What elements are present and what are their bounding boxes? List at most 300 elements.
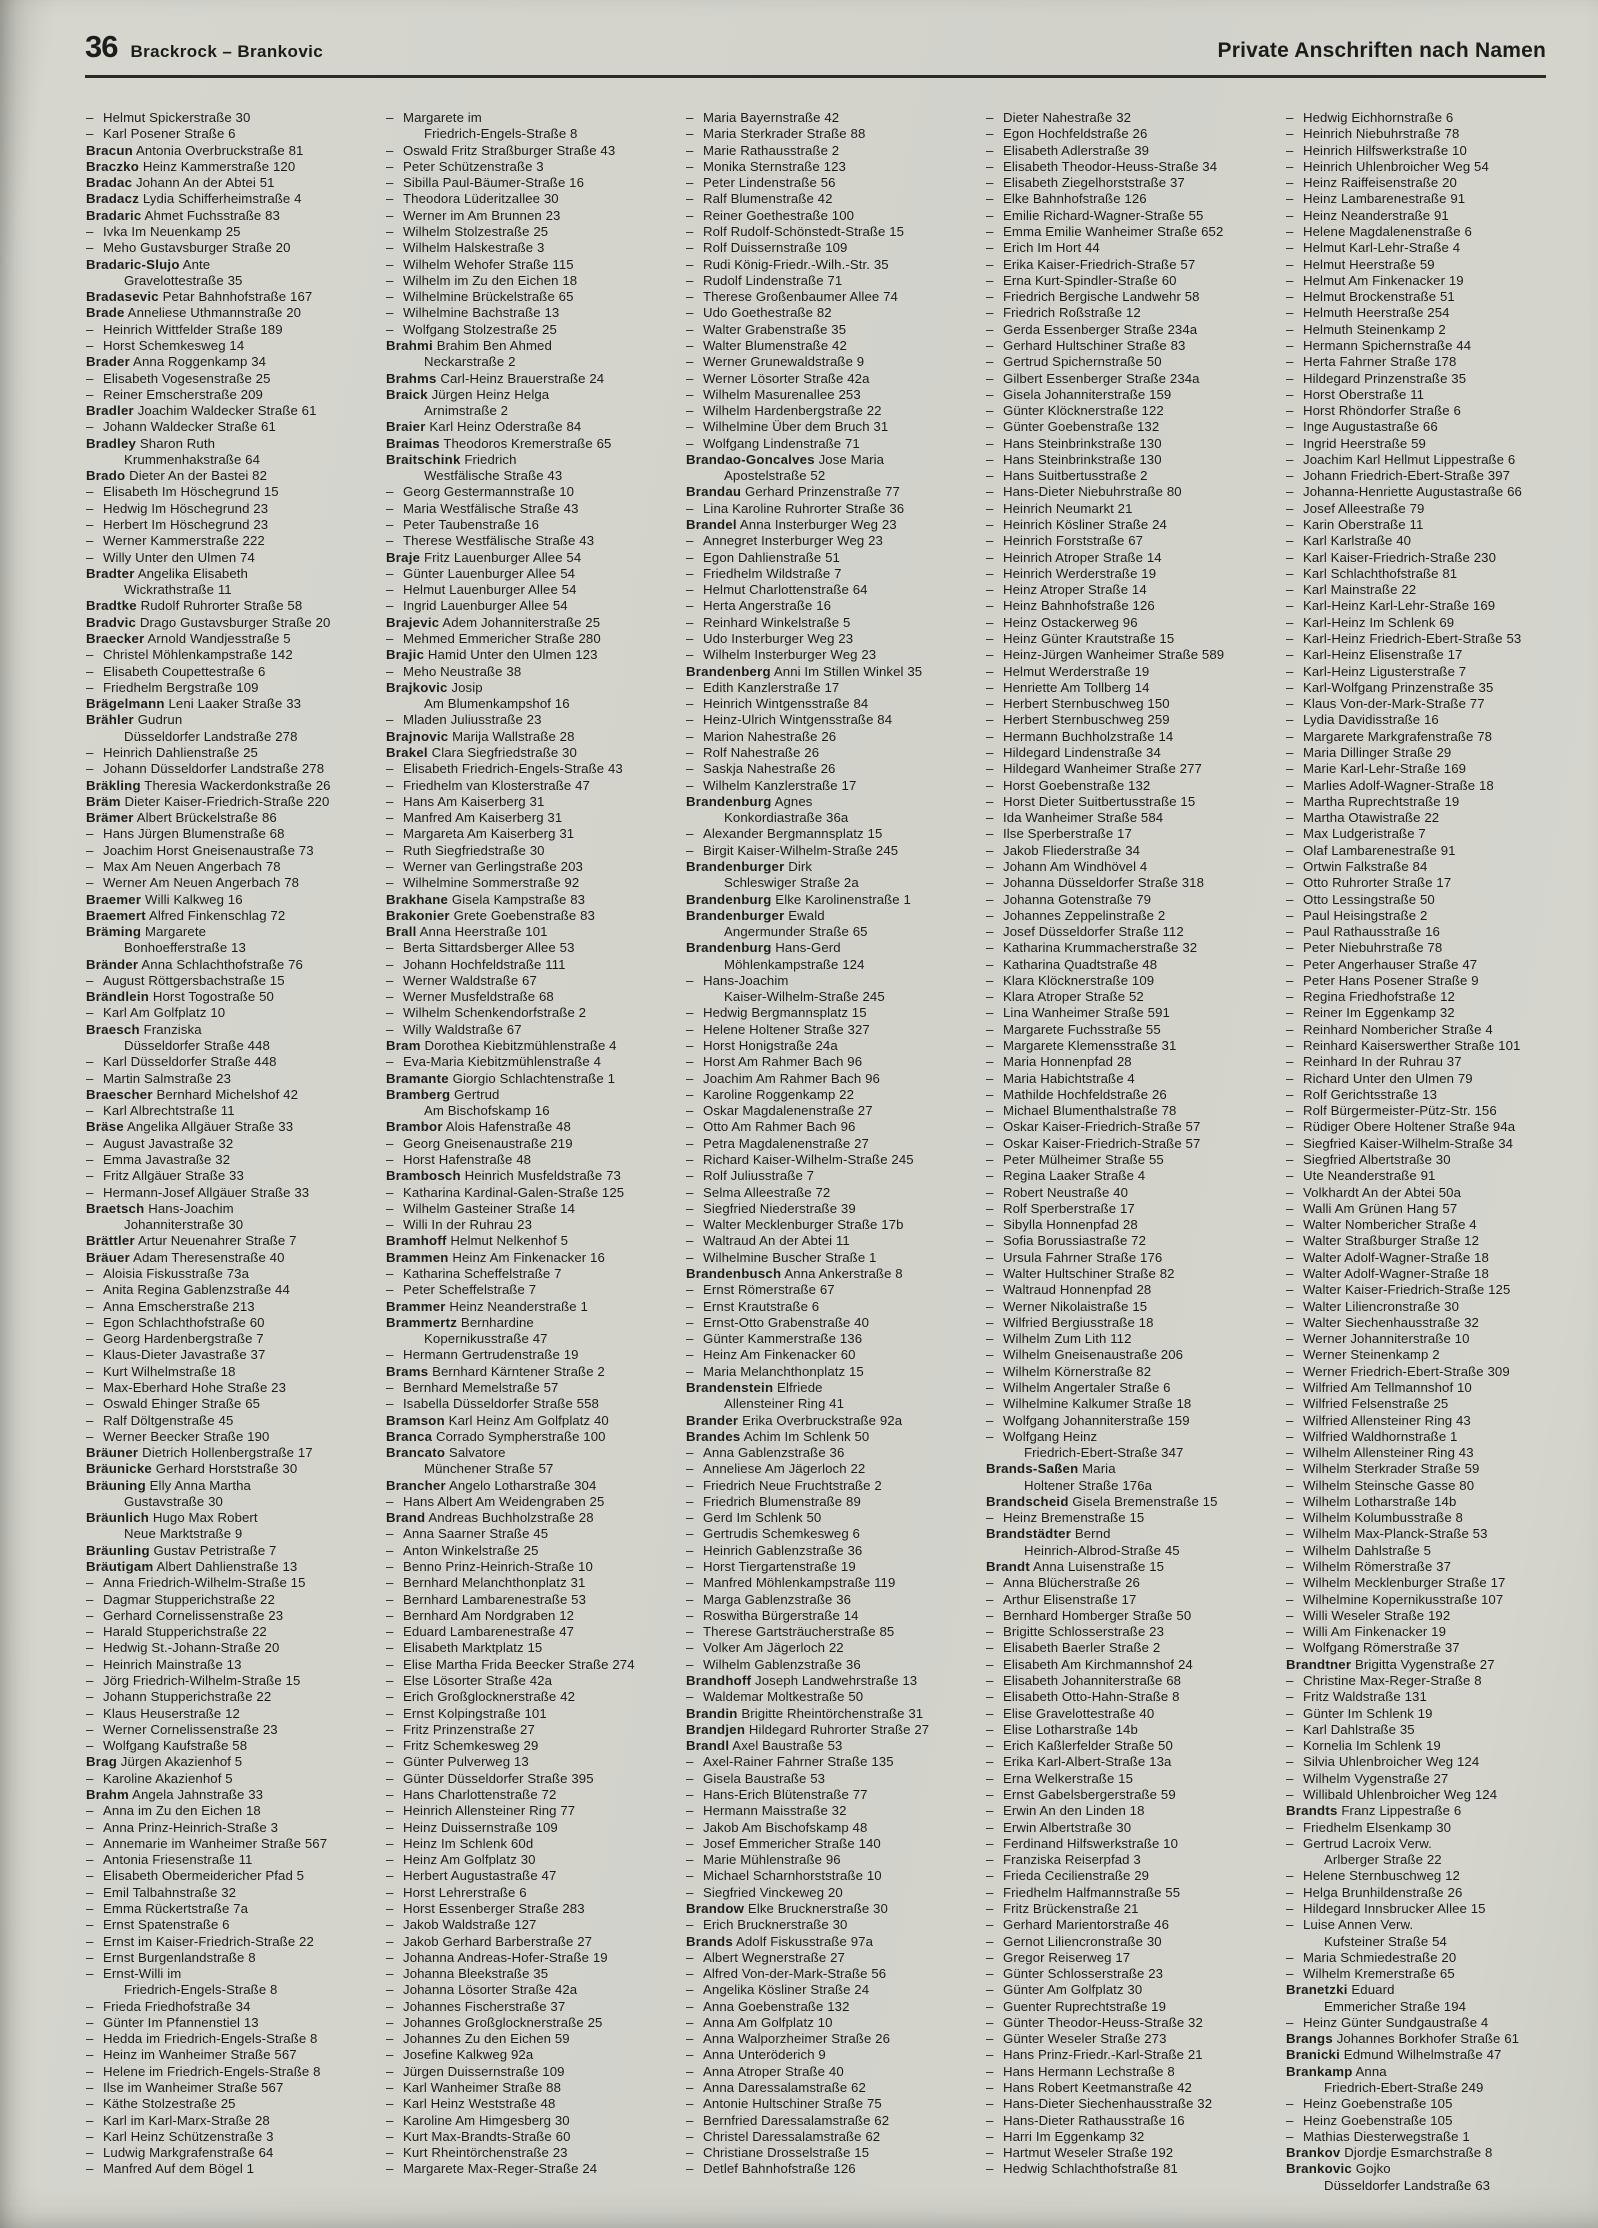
entry-line: – Heinz Günter Sundgaustraße 4 xyxy=(1286,2014,1489,2030)
entry-dash: – xyxy=(686,1526,694,1542)
entry-surname: Brambor xyxy=(386,1119,443,1135)
entry-line: – Georg Gestermannstraße 10 xyxy=(386,484,575,500)
entry-head: Bräming Margarete xyxy=(86,924,207,940)
entry-dash: – xyxy=(986,1217,994,1233)
entry-line: – Benno Prinz-Heinrich-Straße 10 xyxy=(386,1559,593,1575)
entry-head: Brangs Johannes Borkhofer Straße 61 xyxy=(1286,2031,1520,2047)
entry-line: – Antonia Friesenstraße 11 xyxy=(86,1852,253,1868)
entry-head: Braczko Heinz Kammerstraße 120 xyxy=(86,158,296,174)
entry-dash: – xyxy=(686,744,694,760)
entry-line: – Klara Klöcknerstraße 109 xyxy=(986,972,1155,988)
entry-surname: Bradter xyxy=(86,565,135,581)
entry-dash: – xyxy=(386,256,394,272)
entry-continuation: Wickrathstraße 11 xyxy=(124,582,232,598)
entry-line: – Erika Kaiser-Friedrich-Straße 57 xyxy=(986,256,1196,272)
entry-line: – Heinz Im Schlenk 60d xyxy=(386,1835,534,1851)
entry-surname: Brandjen xyxy=(686,1721,746,1737)
entry-head: Brander Erika Overbruckstraße 92a xyxy=(686,1412,903,1428)
entry-dash: – xyxy=(986,1966,994,1982)
entry-dash: – xyxy=(1286,565,1294,581)
entry-dash: – xyxy=(1286,1738,1294,1754)
entry-continuation: Friedrich-Ebert-Straße 249 xyxy=(1324,2080,1484,2096)
entry-dash: – xyxy=(386,1819,394,1835)
entry-continuation: Düsseldorfer Straße 448 xyxy=(124,1038,270,1054)
entry-dash: – xyxy=(1286,972,1294,988)
entry-dash: – xyxy=(986,272,994,288)
entry-line: – Günter Goebenstraße 132 xyxy=(986,419,1160,435)
entry-dash: – xyxy=(686,696,694,712)
entry-dash: – xyxy=(686,500,694,516)
entry-dash: – xyxy=(986,907,994,923)
entry-dash: – xyxy=(686,1314,694,1330)
entry-line: – Gertrud Lacroix Verw. xyxy=(1286,1835,1432,1851)
entry-line: – Hans-Dieter Siechenhausstraße 32 xyxy=(986,2096,1213,2112)
entry-dash: – xyxy=(686,2112,694,2128)
entry-line: – Helmut Karl-Lehr-Straße 4 xyxy=(1286,240,1461,256)
entry-surname: Brämer xyxy=(86,810,134,826)
entry-line: – Martin Salmstraße 23 xyxy=(86,1070,232,1086)
entry-dash: – xyxy=(386,1949,394,1965)
entry-dash: – xyxy=(986,223,994,239)
entry-dash: – xyxy=(1286,2014,1294,2030)
entry-line: – Siegfried Niederstraße 39 xyxy=(686,1200,856,1216)
entry-dash: – xyxy=(386,1884,394,1900)
entry-line: – Emma Javastraße 32 xyxy=(86,1152,231,1167)
entry-dash: – xyxy=(986,1591,994,1607)
entry-line: – Elise Martha Frida Beecker Straße 274 xyxy=(386,1656,635,1672)
entry-dash: – xyxy=(686,842,694,858)
entry-head: Brade Anneliese Uthmannstraße 20 xyxy=(86,305,302,321)
entry-line: – Ingrid Heerstraße 59 xyxy=(1286,435,1426,451)
entry-dash: – xyxy=(686,1445,694,1461)
entry-head: Brandt Anna Luisenstraße 15 xyxy=(986,1559,1165,1575)
entry-surname: Brankamp xyxy=(1286,2063,1353,2079)
entry-dash: – xyxy=(386,1852,394,1868)
entry-line: – Elke Bahnhofstraße 126 xyxy=(986,191,1147,207)
entry-dash: – xyxy=(1286,256,1294,272)
entry-dash: – xyxy=(386,517,394,533)
entry-surname: Bradac xyxy=(86,175,133,191)
entry-dash: – xyxy=(1286,1428,1294,1444)
entry-line: – Helene im Friedrich-Engels-Straße 8 xyxy=(86,2063,321,2079)
entry-continuation: Düsseldorfer Landstraße 63 xyxy=(1324,2177,1491,2193)
entry-line: – Michael Blumenthalstraße 78 xyxy=(986,1103,1177,1119)
entry-continuation: Westfälische Straße 43 xyxy=(424,468,563,484)
entry-surname: Brajnovic xyxy=(386,728,449,744)
entry-line: – Hedwig Schlachthofstraße 81 xyxy=(986,2161,1178,2177)
entry-line: – Therese Großenbaumer Allee 74 xyxy=(686,289,898,305)
entry-line: – Alfred Von-der-Mark-Straße 56 xyxy=(686,1966,887,1982)
entry-line: – Otto Am Rahmer Bach 96 xyxy=(686,1119,856,1135)
entry-dash: – xyxy=(686,158,694,174)
entry-dash: – xyxy=(1286,1559,1294,1575)
entry-line: – Anna im Zu den Eichen 18 xyxy=(86,1803,261,1819)
entry-line: – Bernhard Am Nordgraben 12 xyxy=(386,1607,575,1623)
entry-dash: – xyxy=(1286,517,1294,533)
entry-dash: – xyxy=(86,972,94,988)
entry-line: – Emil Talbahnstraße 32 xyxy=(86,1884,237,1900)
entry-dash: – xyxy=(686,1607,694,1623)
entry-line: – Peter Scheffelstraße 7 xyxy=(386,1282,537,1298)
entry-dash: – xyxy=(1286,1819,1294,1835)
entry-line: – Marie Karl-Lehr-Straße 169 xyxy=(1286,761,1467,777)
entry-line: – Wilhelm Steinsche Gasse 80 xyxy=(1286,1477,1475,1493)
entry-line: – Werner Musfeldstraße 68 xyxy=(386,989,554,1005)
entry-line: – Wilhelm Dahlstraße 5 xyxy=(1286,1542,1432,1558)
entry-continuation: Konkordiastraße 36a xyxy=(724,810,849,826)
entry-line: – Katharina Krummacherstraße 32 xyxy=(986,940,1198,956)
entry-dash: – xyxy=(986,289,994,305)
entry-line: – Egon Dahlienstraße 51 xyxy=(686,549,840,565)
entry-line: – Egon Schlachthofstraße 60 xyxy=(86,1314,265,1330)
entry-dash: – xyxy=(386,484,394,500)
entry-surname: Brandstädter xyxy=(986,1526,1072,1542)
entry-line: – Edith Kanzlerstraße 17 xyxy=(686,679,840,695)
entry-dash: – xyxy=(686,1852,694,1868)
entry-dash: – xyxy=(1286,1249,1294,1265)
entry-dash: – xyxy=(1286,500,1294,516)
entry-dash: – xyxy=(1286,1575,1294,1591)
entry-dash: – xyxy=(1286,484,1294,500)
entry-line: – Harri Im Eggenkamp 32 xyxy=(986,2128,1145,2144)
entry-continuation: Friedrich-Engels-Straße 8 xyxy=(124,1982,278,1998)
entry-line: – Horst Hafenstraße 48 xyxy=(386,1152,532,1167)
entry-line: – Waltraud Honnenpfad 28 xyxy=(986,1282,1152,1298)
entry-surname: Bradvic xyxy=(86,614,137,630)
entry-dash: – xyxy=(686,2063,694,2079)
entry-head: Bradvic Drago Gustavsburger Straße 20 xyxy=(86,614,331,630)
entry-line: – Guenter Ruprechtstraße 19 xyxy=(986,1998,1167,2014)
entry-surname: Bräse xyxy=(86,1119,124,1135)
entry-dash: – xyxy=(686,191,694,207)
entry-line: – Rolf Juliusstraße 7 xyxy=(686,1168,815,1184)
entry-head: Brankov Djordje Esmarchstraße 8 xyxy=(1286,2145,1493,2161)
entry-surname: Bräuning xyxy=(86,1477,146,1493)
entry-dash: – xyxy=(986,354,994,370)
entry-dash: – xyxy=(686,1542,694,1558)
entry-dash: – xyxy=(386,956,394,972)
entry-dash: – xyxy=(86,2128,94,2144)
entry-head: Branetzki Eduard xyxy=(1286,1982,1395,1998)
entry-line: – Ernst Römerstraße 67 xyxy=(686,1282,835,1298)
entry-dash: – xyxy=(86,126,94,142)
entry-head: Braesch Franziska xyxy=(86,1021,202,1037)
entry-line: – Walter Mecklenburger Straße 17b xyxy=(686,1217,904,1233)
entry-dash: – xyxy=(86,517,94,533)
entry-line: – Karl-Heinz Im Schlenk 69 xyxy=(1286,614,1455,630)
entry-dash: – xyxy=(986,1835,994,1851)
entry-head: Bräse Angelika Allgäuer Straße 33 xyxy=(86,1119,294,1135)
entry-line: – Elisabeth Vogesenstraße 25 xyxy=(86,370,271,386)
entry-dash: – xyxy=(986,1738,994,1754)
entry-dash: – xyxy=(986,533,994,549)
entry-line: – Therese Westfälische Straße 43 xyxy=(386,533,595,549)
entry-line: – Joachim Karl Hellmut Lippestraße 6 xyxy=(1286,451,1516,467)
entry-head: Brandenburg Elke Karolinenstraße 1 xyxy=(686,891,911,907)
entry-line: – Kurt Rheintörchenstraße 23 xyxy=(386,2145,568,2161)
entry-head: Bradacz Lydia Schifferheimstraße 4 xyxy=(86,191,302,207)
entry-dash: – xyxy=(986,2096,994,2112)
entry-dash: – xyxy=(1286,1721,1294,1737)
entry-line: – Helmut Spickerstraße 30 xyxy=(86,110,251,125)
entry-line: – Ernst im Kaiser-Friedrich-Straße 22 xyxy=(86,1933,314,1949)
entry-dash: – xyxy=(986,631,994,646)
entry-line: – Klaus Von-der-Mark-Straße 77 xyxy=(1286,696,1485,712)
entry-dash: – xyxy=(686,240,694,256)
entry-line: – Anita Regina Gablenzstraße 44 xyxy=(86,1282,290,1298)
entry-line: – Hedwig Bergmannsplatz 15 xyxy=(686,1005,867,1021)
entry-dash: – xyxy=(986,2128,994,2144)
entry-dash: – xyxy=(386,240,394,256)
entry-line: – Regina Friedhofstraße 12 xyxy=(1286,989,1455,1005)
entry-line: – Anton Winkelstraße 25 xyxy=(386,1542,539,1558)
entry-continuation: Am Bischofskamp 16 xyxy=(424,1103,550,1119)
entry-dash: – xyxy=(686,2031,694,2047)
entry-dash: – xyxy=(1286,793,1294,809)
entry-head: Brandel Anna Insterburger Weg 23 xyxy=(686,517,897,533)
entry-line: – Heinrich Neumarkt 21 xyxy=(986,500,1133,516)
entry-dash: – xyxy=(86,1070,94,1086)
entry-surname: Brandao-Goncalves xyxy=(686,451,815,467)
entry-dash: – xyxy=(86,1933,94,1949)
entry-dash: – xyxy=(86,1363,94,1379)
entry-dash: – xyxy=(1286,647,1294,663)
entry-line: – Johanna Lösorter Straße 42a xyxy=(386,1982,578,1998)
entry-line: – Friedrich Neue Fruchtstraße 2 xyxy=(686,1477,882,1493)
entry-line: – Ilse im Wanheimer Straße 567 xyxy=(86,2080,284,2096)
entry-line: – Gerhard Cornelissenstraße 23 xyxy=(86,1607,284,1623)
entry-dash: – xyxy=(986,972,994,988)
entry-line: – Bernhard Melanchthonplatz 31 xyxy=(386,1575,586,1591)
entry-line: – Emilie Richard-Wagner-Straße 55 xyxy=(986,207,1204,223)
entry-dash: – xyxy=(686,582,694,598)
entry-dash: – xyxy=(86,1852,94,1868)
entry-dash: – xyxy=(1286,1510,1294,1526)
entry-dash: – xyxy=(686,712,694,728)
entry-head: Brandjen Hildegard Ruhrorter Straße 27 xyxy=(686,1721,930,1737)
entry-line: – Elisabeth Ziegelhorststraße 37 xyxy=(986,175,1185,191)
entry-dash: – xyxy=(986,110,994,125)
entry-line: – Frieda Friedhofstraße 34 xyxy=(86,1998,251,2014)
entry-line: – Erich Brucknerstraße 30 xyxy=(686,1917,848,1933)
entry-dash: – xyxy=(686,679,694,695)
entry-dash: – xyxy=(1286,1282,1294,1298)
entry-surname: Braitschink xyxy=(386,451,461,467)
entry-dash: – xyxy=(986,989,994,1005)
entry-line: – Karl im Karl-Marx-Straße 28 xyxy=(86,2112,270,2128)
entry-line: – Herbert Sternbuschweg 259 xyxy=(986,712,1170,728)
entry-dash: – xyxy=(1286,1835,1294,1851)
entry-dash: – xyxy=(986,1982,994,1998)
entry-line: – Werner Nikolaistraße 15 xyxy=(986,1298,1148,1314)
entry-dash: – xyxy=(386,842,394,858)
entry-continuation: Kaiser-Wilhelm-Straße 245 xyxy=(724,989,885,1005)
entry-dash: – xyxy=(986,858,994,874)
entry-line: – Rolf Sperberstraße 17 xyxy=(986,1200,1135,1216)
entry-line: – Helmut Brockenstraße 51 xyxy=(1286,289,1455,305)
entry-head: Brams Bernhard Kärntener Straße 2 xyxy=(386,1363,605,1379)
entry-line: – Ludwig Markgrafenstraße 64 xyxy=(86,2145,274,2161)
entry-head: Brancher Angelo Lotharstraße 304 xyxy=(386,1477,597,1493)
entry-line: – Gerhard Marientorstraße 46 xyxy=(986,1917,1170,1933)
entry-line: – Fritz Allgäuer Straße 33 xyxy=(86,1168,244,1184)
entry-dash: – xyxy=(1286,810,1294,826)
entry-head: Brandenbusch Anna Ankerstraße 8 xyxy=(686,1265,903,1281)
entry-surname: Branca xyxy=(386,1428,433,1444)
entry-head: Brandhoff Joseph Landwehrstraße 13 xyxy=(686,1673,918,1688)
entry-surname: Brakonier xyxy=(386,907,450,923)
entry-line: – Reiner Emscherstraße 209 xyxy=(86,386,263,402)
entry-line: – Johann Friedrich-Ebert-Straße 397 xyxy=(1286,468,1511,484)
entry-line: – Wilhelmine Kopernikusstraße 107 xyxy=(1286,1591,1504,1607)
entry-dash: – xyxy=(986,1021,994,1037)
entry-dash: – xyxy=(986,891,994,907)
entry-line: – Rolf Bürgermeister-Pütz-Str. 156 xyxy=(1286,1103,1497,1119)
entry-line: – Petra Magdalenenstraße 27 xyxy=(686,1135,869,1151)
entry-dash: – xyxy=(86,1868,94,1884)
entry-line: – Ferdinand Hilfswerkstraße 10 xyxy=(986,1835,1179,1851)
entry-line: – Wilhelm Gasteiner Straße 14 xyxy=(386,1200,575,1216)
entry-line: – Rudolf Lindenstraße 71 xyxy=(686,272,843,288)
entry-head: Brambosch Heinrich Musfeldstraße 73 xyxy=(386,1168,621,1184)
entry-dash: – xyxy=(386,1200,394,1216)
entry-surname: Brade xyxy=(86,305,125,321)
entry-line: – Elisabeth Obermeidericher Pfad 5 xyxy=(86,1868,305,1884)
entry-line: – Peter Niebuhrstraße 78 xyxy=(1286,940,1443,956)
entry-dash: – xyxy=(386,826,394,842)
entry-line: – Bernhard Lambarenestraße 53 xyxy=(386,1591,587,1607)
entry-line: – Peter Angerhauser Straße 47 xyxy=(1286,956,1478,972)
entry-dash: – xyxy=(686,435,694,451)
entry-dash: – xyxy=(686,1575,694,1591)
entry-continuation: Friedrich-Engels-Straße 8 xyxy=(424,126,578,142)
entry-surname: Brammen xyxy=(386,1249,449,1265)
entry-dash: – xyxy=(1286,1021,1294,1037)
entry-continuation: Holtener Straße 176a xyxy=(1024,1477,1153,1493)
entry-dash: – xyxy=(1286,1884,1294,1900)
entry-line: – Willi In der Ruhrau 23 xyxy=(386,1217,533,1233)
entry-head: Brahmi Brahim Ben Ahmed xyxy=(386,337,552,353)
entry-surname: Brammertz xyxy=(386,1314,458,1330)
entry-line: – Josef Emmericher Straße 140 xyxy=(686,1835,881,1851)
entry-dash: – xyxy=(986,126,994,142)
entry-line: – Willi Weseler Straße 192 xyxy=(1286,1607,1451,1623)
entry-surname: Braecker xyxy=(86,631,145,646)
entry-surname: Brandau xyxy=(686,484,742,500)
entry-dash: – xyxy=(1286,1591,1294,1607)
entry-line: – Luise Annen Verw. xyxy=(1286,1917,1414,1933)
entry-line: – Heinrich Gablenzstraße 36 xyxy=(686,1542,863,1558)
entry-dash: – xyxy=(86,858,94,874)
entry-line: – Werner Johanniterstraße 10 xyxy=(1286,1331,1470,1347)
entry-dash: – xyxy=(686,272,694,288)
entry-line: – Wilhelmine Sommerstraße 92 xyxy=(386,875,580,891)
entry-dash: – xyxy=(986,2047,994,2063)
entry-dash: – xyxy=(686,2128,694,2144)
entry-dash: – xyxy=(386,1868,394,1884)
entry-surname: Bramhoff xyxy=(386,1233,447,1249)
entry-dash: – xyxy=(986,875,994,891)
entry-dash: – xyxy=(986,1754,994,1770)
entry-dash: – xyxy=(986,2080,994,2096)
entry-line: – Günter Theodor-Heuss-Straße 32 xyxy=(986,2014,1203,2030)
entry-dash: – xyxy=(686,826,694,842)
entry-line: – Willi Am Finkenacker 19 xyxy=(1286,1624,1447,1640)
entry-dash: – xyxy=(686,1803,694,1819)
entry-dash: – xyxy=(86,1184,94,1200)
entry-surname: Bräuner xyxy=(86,1445,139,1461)
entry-dash: – xyxy=(986,777,994,793)
page-header xyxy=(85,30,1546,64)
entry-line: – Rolf Duissernstraße 109 xyxy=(686,240,848,256)
entry-dash: – xyxy=(86,1135,94,1151)
entry-dash: – xyxy=(1286,924,1294,940)
entry-dash: – xyxy=(986,2145,994,2161)
entry-line: – Lydia Davidisstraße 16 xyxy=(1286,712,1439,728)
entry-dash: – xyxy=(986,1803,994,1819)
entry-line: – Werner im Am Brunnen 23 xyxy=(386,207,561,223)
entry-dash: – xyxy=(686,1070,694,1086)
entry-line: – Wolfgang Stolzestraße 25 xyxy=(386,321,557,337)
entry-dash: – xyxy=(86,1900,94,1916)
entry-surname: Brahm xyxy=(86,1786,130,1802)
entry-head: Brammen Heinz Am Finkenacker 16 xyxy=(386,1249,605,1265)
entry-dash: – xyxy=(986,1233,994,1249)
entry-dash: – xyxy=(1286,1314,1294,1330)
entry-dash: – xyxy=(686,1689,694,1705)
entry-surname: Bradasevic xyxy=(86,289,159,305)
entry-surname: Brader xyxy=(86,354,131,370)
entry-dash: – xyxy=(686,110,694,125)
entry-dash: – xyxy=(1286,240,1294,256)
entry-dash: – xyxy=(386,142,394,158)
entry-line: – Brigitte Schlosserstraße 23 xyxy=(986,1624,1165,1640)
entry-surname: Bradtke xyxy=(86,598,137,614)
entry-line: – Heinrich Forststraße 67 xyxy=(986,533,1144,549)
entry-line: – Sibylla Honnenpfad 28 xyxy=(986,1217,1138,1233)
entry-dash: – xyxy=(686,1966,694,1982)
entry-dash: – xyxy=(1286,1070,1294,1086)
entry-dash: – xyxy=(986,1575,994,1591)
entry-line: – Christel Daressalamstraße 62 xyxy=(686,2128,881,2144)
entry-dash: – xyxy=(386,272,394,288)
entry-dash: – xyxy=(86,240,94,256)
entry-line: – Jakob Am Bischofskamp 48 xyxy=(686,1819,868,1835)
entry-line: – Theodora Lüderitzallee 30 xyxy=(386,191,559,207)
entry-dash: – xyxy=(986,1607,994,1623)
entry-continuation: Apostelstraße 52 xyxy=(724,468,826,484)
entry-line: – Wilhelmine Über dem Bruch 31 xyxy=(686,419,889,435)
entry-dash: – xyxy=(386,631,394,646)
entry-dash: – xyxy=(1286,1086,1294,1102)
entry-line: – Erwin Albertstraße 30 xyxy=(986,1819,1132,1835)
entry-line: – Hildegard Innsbrucker Allee 15 xyxy=(1286,1900,1486,1916)
entry-line: – Günter Am Golfplatz 30 xyxy=(986,1982,1143,1998)
entry-line: – Reinhard Kaiserswerther Straße 101 xyxy=(1286,1038,1521,1054)
entry-dash: – xyxy=(686,777,694,793)
entry-line: – Hans Hermann Lechstraße 8 xyxy=(986,2063,1175,2079)
entry-line: – Karl-Wolfgang Prinzenstraße 35 xyxy=(1286,679,1494,695)
entry-dash: – xyxy=(86,1168,94,1184)
entry-dash: – xyxy=(1286,1900,1294,1916)
entry-dash: – xyxy=(1286,1754,1294,1770)
entry-head: Brader Anna Roggenkamp 34 xyxy=(86,354,267,370)
entry-line: – Wilfried Allensteiner Ring 43 xyxy=(1286,1412,1471,1428)
entry-dash: – xyxy=(86,826,94,842)
entry-dash: – xyxy=(986,940,994,956)
entry-dash: – xyxy=(1286,1477,1294,1493)
entry-head: Brandenburg Agnes xyxy=(686,793,813,809)
